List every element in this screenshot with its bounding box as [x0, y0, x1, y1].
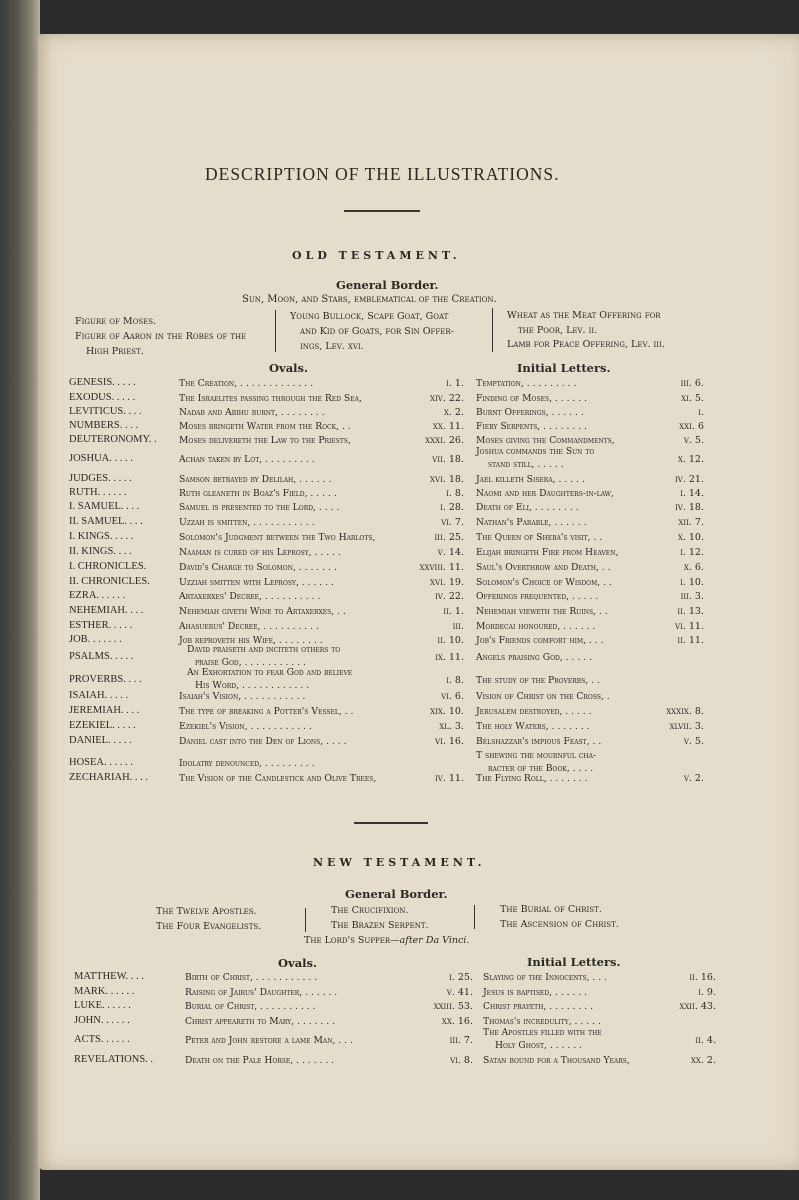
oval-subject: The Israelites passing through the Red Sea, — [179, 393, 362, 404]
oval-subject: An Exhortation to fear God and believe — [187, 667, 353, 678]
initial-reference: ii. 4. — [695, 1035, 716, 1046]
initial-subject: Mordecai honoured, . . . . . . — [476, 621, 596, 632]
oval-subject: Peter and John restore a lame Man, . . . — [185, 1035, 353, 1046]
initial-reference: ii. 16. — [689, 972, 716, 983]
oval-reference: vi. 16. — [435, 736, 464, 747]
ot-border-col3-line3: Lamb for Peace Offering, Lev. iii. — [507, 339, 665, 350]
initial-reference: ii. 13. — [677, 606, 704, 617]
ot-border-col1-line3: High Priest. — [86, 346, 144, 357]
initial-reference: iii. 3. — [680, 591, 704, 602]
oval-subject: Birth of Christ, . . . . . . . . . . . — [185, 972, 318, 983]
initial-reference: xlvii. 3. — [669, 721, 704, 732]
initial-subject: Angels praising God, . . . . . — [476, 652, 592, 663]
initial-reference: ii. 11. — [677, 635, 704, 646]
title-rule — [344, 210, 420, 212]
ot-initials-label: Initial Letters. — [517, 361, 611, 375]
oval-subject-cont: His Word, . . . . . . . . . . . . — [195, 680, 310, 691]
nt-border-col3-line2: The Ascension of Christ. — [500, 919, 619, 930]
oval-subject: Nehemiah giveth Wine to Artaxerxes, . . — [179, 606, 346, 617]
initial-reference: v. 5. — [683, 736, 704, 747]
ot-border-col2-line1: Young Bullock, Scape Goat, Goat — [290, 311, 449, 322]
book-name: II. KINGS. . . . — [69, 546, 132, 557]
oval-reference: xxviii. 11. — [419, 562, 464, 573]
initial-reference: xxxix. 8. — [666, 706, 704, 717]
oval-reference: iii. — [452, 621, 464, 632]
oval-reference: x. 2. — [443, 407, 464, 418]
initial-subject: Thomas's incredulity, . . . . . — [483, 1016, 601, 1027]
book-name: GENESIS. . . . . — [69, 377, 136, 388]
oval-subject: David's Charge to Solomon, . . . . . . . — [179, 562, 337, 573]
oval-subject: Christ appeareth to Mary, . . . . . . . — [185, 1016, 336, 1027]
initial-reference: x. 12. — [677, 454, 704, 465]
initial-subject: Joshua commands the Sun to — [476, 446, 595, 457]
initial-subject: Finding of Moses, . . . . . . — [476, 393, 588, 404]
initial-reference: xxi. 6 — [679, 421, 704, 432]
oval-subject: Nadab and Abihu burnt, . . . . . . . . — [179, 407, 325, 418]
initial-subject: Elijah bringeth Fire from Heaven, — [476, 547, 619, 558]
initial-reference: vi. 11. — [675, 621, 704, 632]
book-name: DEUTERONOMY. . — [69, 434, 157, 445]
initial-subject: Moses giving the Commandments, — [476, 435, 615, 446]
book-name: LUKE. . . . . . — [74, 1000, 131, 1011]
ot-border-col3-line2: the Poor, Lev. ii. — [518, 325, 598, 336]
initial-reference: iv. 21. — [675, 474, 704, 485]
ot-border-col2-line3: ings, Lev. xvi. — [300, 341, 364, 352]
book-name: RUTH. . . . . . — [69, 487, 127, 498]
initial-reference: xii. 7. — [678, 517, 704, 528]
initial-subject: Solomon's Choice of Wisdom, . . — [476, 577, 612, 588]
initial-subject: Jerusalem destroyed, . . . . . — [476, 706, 592, 717]
oval-subject: Solomon's Judgment between the Two Harlots, — [179, 532, 376, 543]
oval-reference: v. 41. — [446, 987, 473, 998]
ot-border-col1-line2: Figure of Aaron in the Robes of the — [75, 331, 247, 342]
book-name: JOHN. . . . . . — [74, 1015, 130, 1026]
initial-subject: Vision of Christ on the Cross, . — [476, 691, 610, 702]
oval-reference: iii. 25. — [434, 532, 464, 543]
initial-reference: iv. 18. — [675, 502, 704, 513]
initial-subject: Burnt Offerings, . . . . . . — [476, 407, 584, 418]
initial-subject: The Apostles filled with the — [483, 1027, 602, 1038]
nt-initials-label: Initial Letters. — [527, 955, 621, 969]
oval-subject: Artaxerxes' Decree, . . . . . . . . . . — [179, 591, 321, 602]
nt-ovals-label: Ovals. — [278, 956, 317, 970]
oval-reference: xxxi. 26. — [425, 435, 464, 446]
ot-border-divider-2 — [492, 308, 493, 352]
oval-subject: Uzzah is smitten, . . . . . . . . . . . — [179, 517, 315, 528]
initial-reference: i. — [698, 407, 704, 418]
initial-subject: T shewing the mournful cha- — [476, 750, 597, 761]
book-name: PROVERBS. . . . — [69, 674, 142, 685]
oval-reference: xix. 10. — [430, 706, 464, 717]
oval-reference: xl. 3. — [439, 721, 464, 732]
oval-reference: ii. 1. — [443, 606, 464, 617]
book-name: EZEKIEL. . . . . — [69, 720, 136, 731]
initial-subject: Nehemiah vieweth the Ruins, . . — [476, 606, 608, 617]
book-name: PSALMS. . . . . — [69, 651, 134, 662]
nt-lords-supper-prefix: The Lord's Supper— — [304, 935, 400, 946]
nt-border-col3-line1: The Burial of Christ. — [500, 904, 602, 915]
initial-reference: xi. 5. — [681, 393, 704, 404]
book-name: REVELATIONS. . — [74, 1054, 154, 1065]
oval-reference: vi. 8. — [450, 1055, 473, 1066]
oval-subject: Death on the Pale Horse, . . . . . . . — [185, 1055, 335, 1066]
oval-subject: Moses bringeth Water from the Rock, . . — [179, 421, 351, 432]
initial-subject: The Queen of Sheba's visit, . . — [476, 532, 603, 543]
book-name: ESTHER. . . . . — [69, 620, 133, 631]
book-spine — [0, 0, 40, 1200]
initial-subject: Jesus is baptised, . . . . . . — [483, 987, 588, 998]
oval-reference: xvi. 19. — [430, 577, 464, 588]
oval-reference: iii. 7. — [449, 1035, 473, 1046]
oval-reference: ii. 10. — [437, 635, 464, 646]
initial-subject: The Flying Roll, . . . . . . . — [476, 773, 588, 784]
book-name: II. CHRONICLES. — [69, 576, 150, 587]
initial-subject: Fiery Serpents, . . . . . . . . — [476, 421, 587, 432]
oval-subject: Job reproveth his Wife, . . . . . . . . — [179, 635, 323, 646]
oval-reference: i. 25. — [449, 972, 473, 983]
book-name: EXODUS. . . . . — [69, 392, 136, 403]
nt-border-col2-line2: The Brazen Serpent. — [331, 920, 429, 931]
ot-border-col1-line1: Figure of Moses. — [75, 316, 157, 327]
oval-subject: Idolatry denounced, . . . . . . . . . — [179, 758, 315, 769]
ot-border-col3-line1: Wheat as the Meat Offering for — [507, 310, 661, 321]
initial-reference: xxii. 43. — [679, 1001, 716, 1012]
oval-subject: Ruth gleaneth in Boaz's Field, . . . . . — [179, 488, 337, 499]
oval-reference: i. 1. — [446, 378, 464, 389]
page — [38, 34, 799, 1170]
book-name: EZRA. . . . . . — [69, 590, 126, 601]
ot-heading: OLD TESTAMENT. — [292, 249, 461, 262]
page-title: DESCRIPTION OF THE ILLUSTRATIONS. — [205, 164, 560, 184]
initial-subject: The study of the Proverbs, . . — [476, 675, 600, 686]
oval-subject: Ezekiel's Vision, . . . . . . . . . . . — [179, 721, 312, 732]
oval-reference: ix. 11. — [435, 652, 464, 663]
initial-reference: i. 9. — [698, 987, 716, 998]
book-name: NEHEMIAH. . . . — [69, 605, 144, 616]
nt-border-col1-line1: The Twelve Apostles. — [156, 906, 257, 917]
initial-subject-cont: stand still, . . . . . — [488, 459, 564, 470]
oval-subject: The Creation, . . . . . . . . . . . . . — [179, 378, 313, 389]
book-name: HOSEA. . . . . . — [69, 757, 133, 768]
nt-border-col2-line1: The Crucifixion. — [331, 905, 409, 916]
initial-subject: Naomi and her Daughters-in-law, — [476, 488, 614, 499]
oval-subject: Daniel cast into the Den of Lions, . . . . — [179, 736, 347, 747]
oval-subject: Moses delivereth the Law to the Priests, — [179, 435, 351, 446]
nt-border-col1-line2: The Four Evangelists. — [156, 921, 262, 932]
section-rule — [354, 822, 428, 824]
book-name: I. SAMUEL. . . . — [69, 501, 140, 512]
oval-reference: vi. 7. — [441, 517, 464, 528]
oval-subject: Samson betrayed by Delilah, . . . . . . — [179, 474, 332, 485]
oval-reference: vii. 18. — [432, 454, 464, 465]
oval-subject: Uzziah smitten with Leprosy, . . . . . . — [179, 577, 334, 588]
oval-reference: xx. 11. — [432, 421, 464, 432]
oval-subject: The Vision of the Candlestick and Olive Trees, — [179, 773, 377, 784]
oval-subject: Burial of Christ, . . . . . . . . . . — [185, 1001, 316, 1012]
ot-border-divider-1 — [275, 310, 276, 352]
book-name: JUDGES. . . . . — [69, 473, 132, 484]
book-name: ISAIAH. . . . . — [69, 690, 129, 701]
oval-subject: Isaiah's Vision, . . . . . . . . . . . — [179, 691, 306, 702]
initial-reference: x. 6. — [683, 562, 704, 573]
book-name: DANIEL. . . . . — [69, 735, 132, 746]
nt-lords-supper — [304, 935, 469, 946]
oval-reference: i. 8. — [446, 488, 464, 499]
oval-reference: i. 28. — [440, 502, 464, 513]
book-name: MATTHEW. . . . — [74, 971, 144, 982]
nt-border-divider-2 — [474, 905, 475, 929]
book-name: JOSHUA. . . . . — [69, 453, 133, 464]
oval-subject: Raising of Jairus' Daughter, . . . . . . — [185, 987, 338, 998]
oval-subject: Ahasuerus' Decree, . . . . . . . . . . — [179, 621, 319, 632]
book-name: NUMBERS. . . . — [69, 420, 139, 431]
oval-reference: v. 14. — [437, 547, 464, 558]
initial-subject: Belshazzar's impious Feast, . . — [476, 736, 602, 747]
ot-border-col2-line2: and Kid of Goats, for Sin Offer- — [300, 326, 454, 337]
oval-reference: xiv. 22. — [430, 393, 464, 404]
oval-reference: xx. 16. — [441, 1016, 473, 1027]
initial-subject: Death of Eli, . . . . . . . . — [476, 502, 579, 513]
initial-subject: The holy Waters, . . . . . . . — [476, 721, 590, 732]
book-name: LEVITICUS. . . . — [69, 406, 142, 417]
nt-border-divider-1 — [305, 908, 306, 932]
book-name: ZECHARIAH. . . . — [69, 772, 149, 783]
initial-reference: iii. 6. — [680, 378, 704, 389]
initial-reference: i. 14. — [680, 488, 704, 499]
initial-subject-cont: Holy Ghost, . . . . . . — [495, 1040, 582, 1051]
initial-subject: Slaying of the Innocents, . . . — [483, 972, 608, 983]
oval-reference: xxiii. 53. — [433, 1001, 473, 1012]
initial-reference: i. 10. — [680, 577, 704, 588]
initial-subject: Job's Friends comfort him, . . . — [476, 635, 604, 646]
oval-reference: iv. 11. — [435, 773, 464, 784]
book-name: I. KINGS. . . . . — [69, 531, 134, 542]
book-name: I. CHRONICLES. — [69, 561, 147, 572]
nt-heading: NEW TESTAMENT. — [313, 856, 486, 869]
nt-lords-supper-suffix: after Da Vinci. — [399, 935, 470, 946]
book-name: II. SAMUEL. . . . — [69, 516, 143, 527]
book-name: JOB. . . . . . . — [69, 634, 122, 645]
oval-subject-cont: praise God, . . . . . . . . . . . — [195, 657, 306, 668]
oval-reference: xvi. 18. — [430, 474, 464, 485]
initial-subject: Temptation, . . . . . . . . . — [476, 378, 577, 389]
oval-reference: i. 8. — [446, 675, 464, 686]
nt-general-border-label: General Border. — [345, 887, 448, 901]
ot-general-border-subtitle: Sun, Moon, and Stars, emblematical of the Creation. — [242, 294, 497, 305]
ot-general-border-label: General Border. — [336, 278, 439, 292]
initial-subject: Saul's Overthrow and Death, . . — [476, 562, 611, 573]
oval-reference: vi. 6. — [441, 691, 464, 702]
book-name: JEREMIAH. . . . — [69, 705, 140, 716]
oval-subject: Achan taken by Lot, . . . . . . . . . — [179, 454, 315, 465]
initial-subject: Christ prayeth, . . . . . . . . — [483, 1001, 594, 1012]
initial-reference: xx. 2. — [690, 1055, 716, 1066]
initial-reference: v. 5. — [683, 435, 704, 446]
initial-subject: Jael killeth Sisera, . . . . . — [476, 474, 585, 485]
initial-reference: i. 12. — [680, 547, 704, 558]
oval-subject: The type of breaking a Potter's Vessel, . . — [179, 706, 354, 717]
ot-ovals-label: Ovals. — [269, 361, 308, 375]
book-name: ACTS. . . . . . — [74, 1034, 130, 1045]
initial-subject: Satan bound for a Thousand Years, — [483, 1055, 630, 1066]
initial-subject: Nathan's Parable, . . . . . . — [476, 517, 587, 528]
initial-subject: Offerings frequented, . . . . . — [476, 591, 599, 602]
initial-subject-cont: racter of the Book, . . . . — [488, 763, 594, 774]
book-name: MARK. . . . . . — [74, 986, 135, 997]
oval-subject: Samuel is presented to the Lord, . . . . — [179, 502, 340, 513]
oval-subject: Naaman is cured of his Leprosy, . . . . . — [179, 547, 341, 558]
initial-reference: v. 2. — [683, 773, 704, 784]
initial-reference: x. 10. — [677, 532, 704, 543]
oval-reference: iv. 22. — [435, 591, 464, 602]
oval-subject: David praiseth and inciteth others to — [187, 644, 341, 655]
